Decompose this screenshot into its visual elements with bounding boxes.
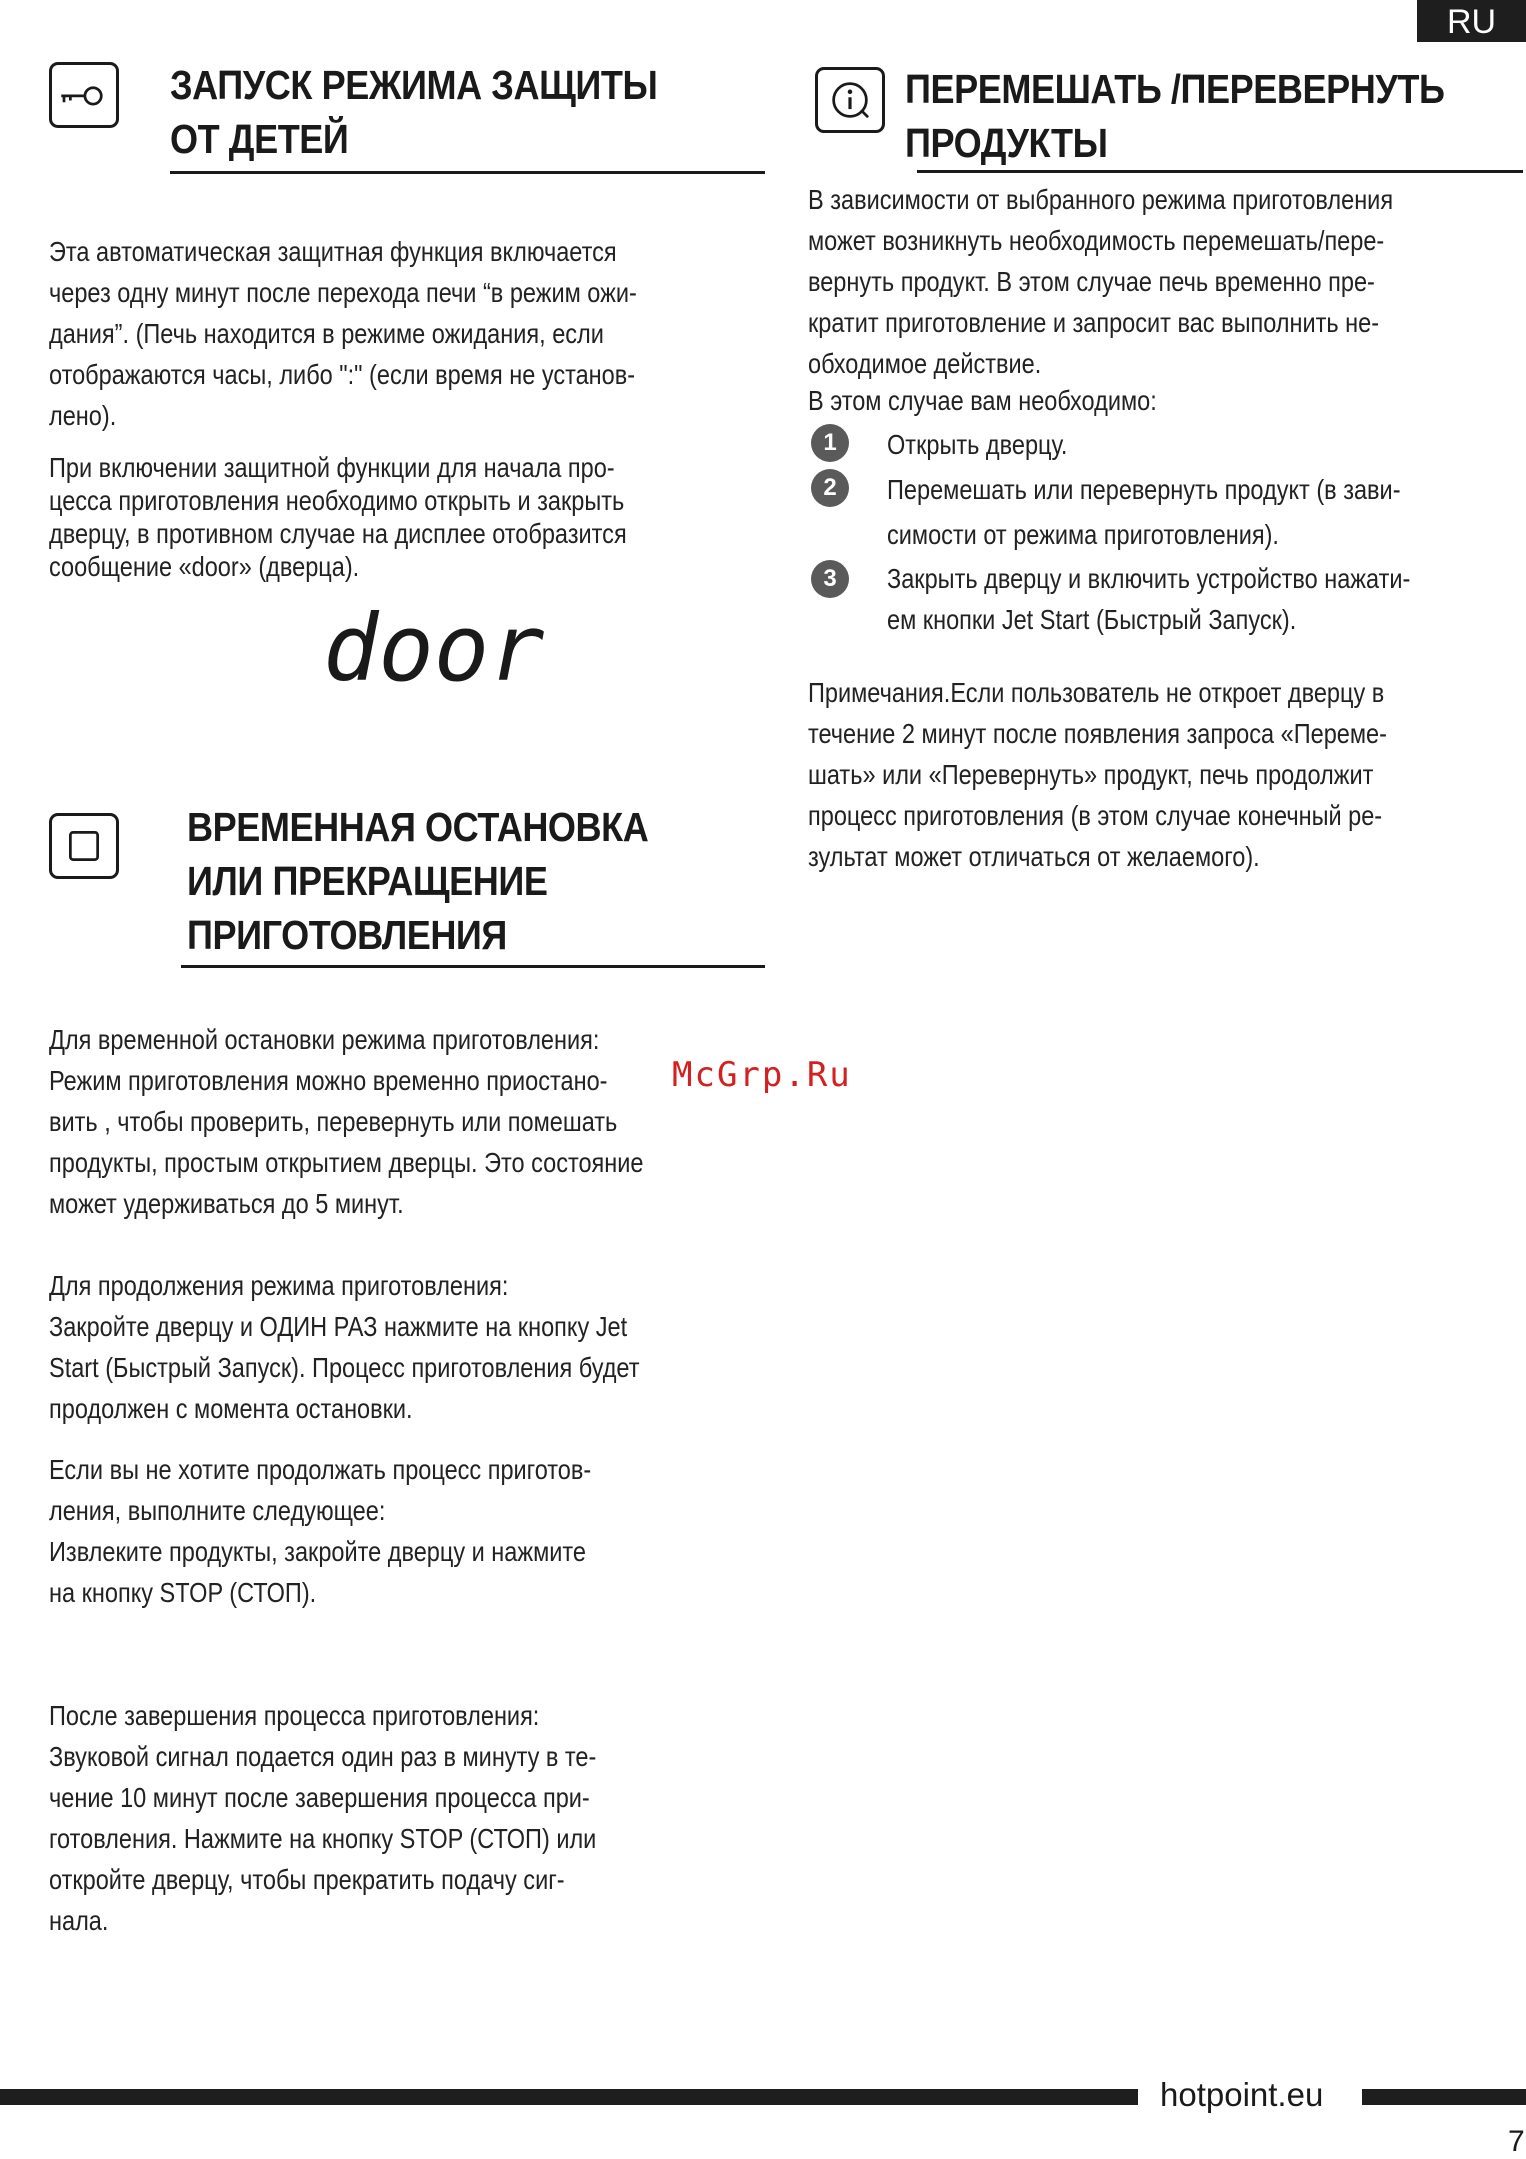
step-text: Закрыть дверцу и включить устройство нажати- ем кнопки Jet Start (Быстрый Запуск). [887, 563, 1411, 635]
info-icon [815, 67, 885, 133]
title-underline [917, 170, 1523, 173]
language-tag: RU [1417, 0, 1526, 42]
watermark: McGrp.Ru [672, 1055, 852, 1095]
section-title-stir-turn: ПЕРЕМЕШАТЬ /ПЕРЕВЕРНУТЬ ПРОДУКТЫ [905, 66, 1445, 166]
footer-bar-right [1362, 2089, 1526, 2105]
child-lock-paragraph-2: При включении защитной функции для начала про- цесса приготовления необходимо открыть и закрыть дверцу, в противном случае на дисплее отобразится сообщение «door» (дверца). [49, 452, 627, 582]
stir-notes: Примечания.Если пользователь не откроет дверцу в течение 2 минут после появления запроса «Переме- шать» или «Перевернуть» продукт, печь продолжит процесс приготовления (в этом случае конечный ре- зультат может отличаться от желаемого). [808, 677, 1387, 872]
page-number: 7 [1508, 2125, 1525, 2158]
step-text: Открыть дверцу. [887, 429, 1068, 460]
step-number-badge: 3 [811, 560, 849, 598]
pause-block-1: Для временной остановки режима приготовления: Режим приготовления можно временно приостано- вить , чтобы проверить, перевернуть или помешать продукты, простым открытием дверцы. Это состояние может удерживаться до 5 минут. [49, 1024, 644, 1219]
door-display-text: door [323, 608, 545, 692]
pause-block-4: После завершения процесса приготовления: Звуковой сигнал подается один раз в минуту в те- чение 10 минут после завершения процесса при- готовления. Нажмите на кнопку STOP (СТОП) или откройте дверцу, чтобы прекратить подачу сиг- нала. [49, 1700, 597, 1936]
title-underline [181, 965, 765, 968]
key-icon [49, 62, 119, 128]
section-title-child-lock: ЗАПУСК РЕЖИМА ЗАЩИТЫ ОТ ДЕТЕЙ [170, 62, 658, 162]
step-number-badge: 2 [811, 469, 849, 507]
stop-icon [49, 813, 119, 879]
step-text: Перемешать или перевернуть продукт (в зави- симости от режима приготовления). [887, 474, 1401, 550]
title-underline [170, 171, 765, 174]
stir-intro: В зависимости от выбранного режима приготовления может возникнуть необходимость перемешать/пере- вернуть продукт. В этом случае печь временно пре- кратит приготовление и запросит вас выполнить не- обходимое действие. В этом случае вам необходимо: [808, 184, 1394, 416]
section-title-pause-stop: ВРЕМЕННАЯ ОСТАНОВКА ИЛИ ПРЕКРАЩЕНИЕ ПРИГОТОВЛЕНИЯ [187, 804, 649, 958]
pause-block-2: Для продолжения режима приготовления: Закройте дверцу и ОДИН РАЗ нажмите на кнопку Jet Start (Быстрый Запуск). Процесс приготовления будет продолжен с момента остановки. [49, 1270, 640, 1424]
footer-bar-left [0, 2089, 1138, 2105]
footer-site: hotpoint.eu [1160, 2076, 1324, 2113]
child-lock-paragraph-1: Эта автоматическая защитная функция включается через одну минут после перехода печи “в режим ожи- дания”. (Печь находится в режиме ожидания, если отображаются часы, либо ":" (если время не установ- лено). [49, 236, 637, 431]
step-number-badge: 1 [811, 424, 849, 462]
door-display [323, 608, 583, 692]
pause-block-3: Если вы не хотите продолжать процесс приготов- ления, выполните следующее: Извлеките продукты, закройте дверцу и нажмите на кнопку STOP (СТОП). [49, 1454, 592, 1608]
